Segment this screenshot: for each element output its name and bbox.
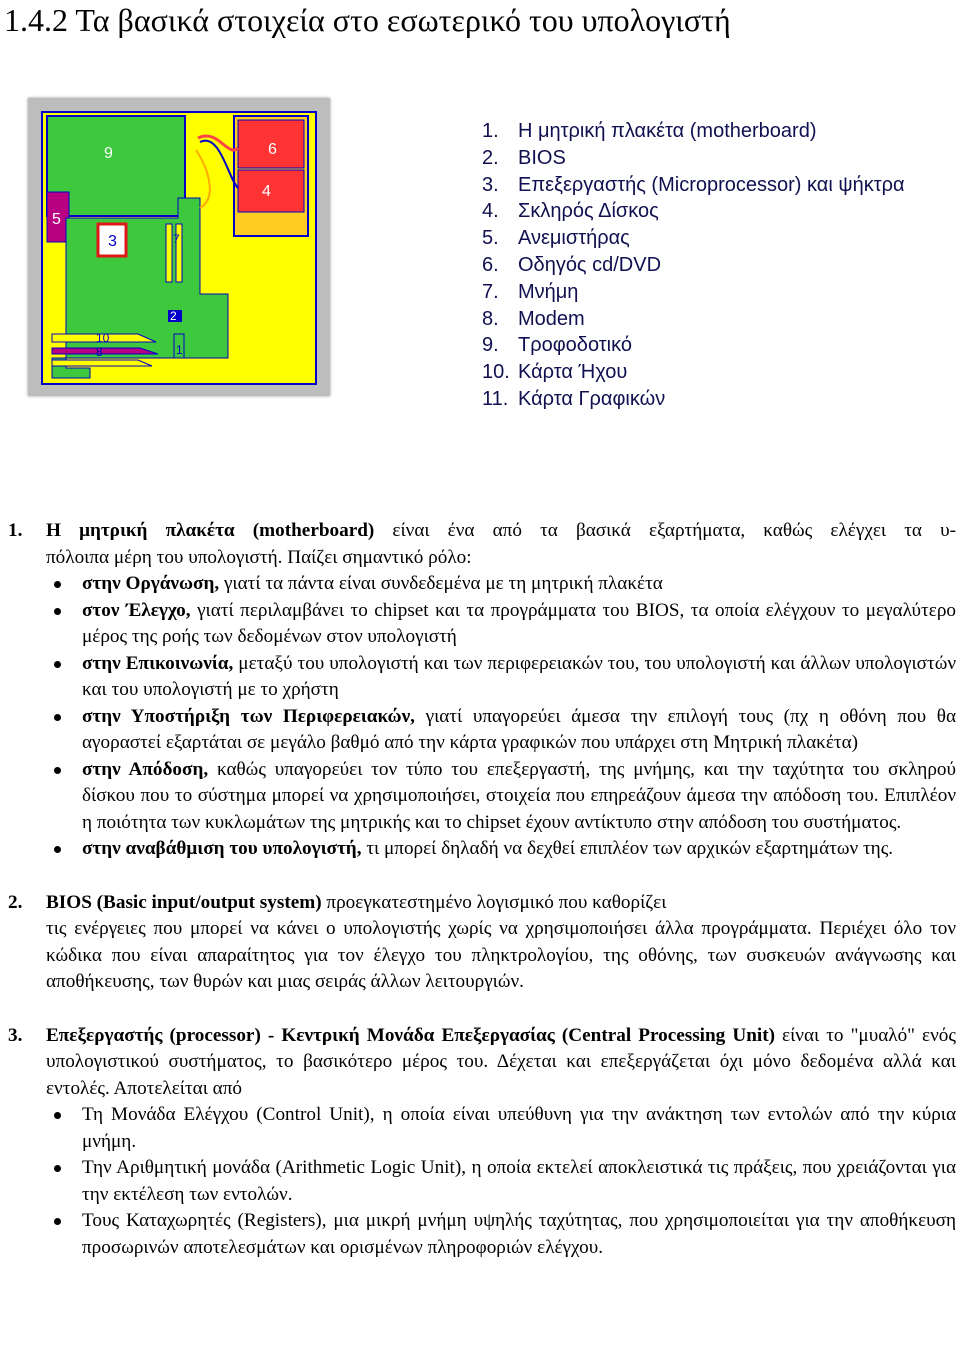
diagram-label: 2: [170, 309, 177, 323]
legend-text: BIOS: [518, 146, 566, 169]
diagram-label: 9: [104, 145, 113, 162]
legend-number: 1.: [482, 120, 499, 142]
diagram-label: 1: [176, 343, 183, 357]
legend-item: [482, 145, 905, 172]
paragraph-number: 2.: [8, 891, 23, 913]
processor-parts-list: [0, 1102, 960, 1261]
list-item-text: καθώς υπαγορεύει τον τύπο του επεξεργαστή, της μνήμης, και την ταχύτητα του σκληρού δίσκου που το σύστημα μπορεί να χρησιμοποιήσει, στοιχεία που επηρεάζουν άμεσα την απόδοση του. Επιπλέον η ποιότητα των κυκλωμάτων της μητρικής και το chipset έχουν αντίκτυπο στην απόδοση του συστήματος.: [82, 758, 956, 833]
legend-item: [482, 225, 905, 252]
paragraph-number: 1.: [8, 520, 23, 541]
diagram-label: 3: [108, 233, 117, 250]
legend-item: [482, 306, 905, 333]
text-run: προεγκατεστημένο λογισμικό που καθορίζει: [321, 891, 667, 913]
diagram-label: 7: [173, 232, 180, 246]
list-item-term: στην Υποστήριξη των Περιφερειακών,: [82, 705, 415, 727]
list-item: [0, 757, 960, 837]
legend-item: [482, 359, 905, 386]
text-run: είναι το "μυαλό" ενός υπολογιστικού συστήματος, το βασικότερο μέρος του. Δέχεται και επεξεργάζεται όχι μόνο δεδομένα αλλά και εντολές. Αποτελείται από: [46, 1024, 956, 1099]
paragraph-processor: [0, 1023, 960, 1262]
spacer: [0, 996, 960, 1023]
legend-text: Τροφοδοτικό: [518, 334, 633, 357]
paragraph-text: τις ενέργειες που μπορεί να κάνει ο υπολογιστής χωρίς να χρησιμοποιήσει άλλα προγράμματα. Περιέχει όλο τον κώδικα που είναι απαραίτητος για τον έλεγχο του πληκτρολογίου, της οθόνης, των συσκευών ανάγνωσης και αποθήκευσης, των θυρών και μιας σειράς άλλων λειτουργιών.: [46, 918, 956, 992]
legend-number: 9.: [482, 334, 499, 357]
paragraph-line: πόλοιπα μέρη του υπολογιστή. Παίζει σημαντικό ρόλο:: [46, 546, 472, 568]
list-item-term: στην Επικοινωνία,: [82, 652, 234, 674]
computer-interior-diagram: [28, 98, 330, 396]
legend-number: 2.: [482, 146, 499, 169]
legend-number: 5.: [482, 227, 499, 250]
list-item: [0, 598, 960, 651]
list-item-text: τι μπορεί δηλαδή να δεχθεί επιπλέον των αρχικών εξαρτημάτων της.: [361, 838, 894, 859]
legend-number: 8.: [482, 307, 499, 330]
component-legend: [482, 118, 905, 413]
list-item-text: γιατί υπαγορεύει άμεσα την επιλογή τους (πχ η οθόνη που θα αγοραστεί εξαρτάται σε μεγάλο βαθμό από την κάρτα γραφικών που υπάρχει στη Μητρική πλακέτα): [82, 705, 957, 753]
motherboard-role-list: [0, 571, 960, 863]
paragraph-number: 3.: [8, 1024, 23, 1046]
legend-text: Κάρτα Γραφικών: [518, 387, 666, 410]
legend-item: [482, 252, 905, 279]
diagram-label: 5: [52, 211, 61, 228]
legend-text: Σκληρός Δίσκος: [518, 200, 659, 223]
document-body: [0, 518, 960, 1261]
paragraph-text: [0, 1023, 960, 1103]
paragraph-bios: [0, 890, 960, 996]
diagram-label: 10: [96, 331, 110, 345]
legend-number: 3.: [482, 173, 499, 196]
list-item: [0, 836, 960, 863]
list-item-term: στην Οργάνωση,: [82, 573, 220, 594]
legend-text: Modem: [518, 307, 585, 330]
legend-item: [482, 386, 905, 413]
graphics-card-block: [52, 360, 152, 366]
legend-text: Κάρτα Ήχου: [518, 361, 628, 384]
list-item-text: μεταξύ του υπολογιστή και των περιφερειακών του, του υπολογιστή και άλλων υπολογιστών και του υπολογιστή με το χρήστη: [82, 652, 956, 700]
list-item: Τη Μονάδα Ελέγχου (Control Unit), η οποία είναι υπεύθυνη για την ανάκτηση των εντολών από την κύρια μνήμη.: [0, 1102, 960, 1155]
list-item-term: στον Έλεγχο,: [82, 599, 191, 621]
list-item: [0, 571, 960, 598]
legend-item: [482, 332, 905, 359]
diagram-label: 4: [262, 183, 271, 200]
diagram-label: 8: [96, 345, 103, 359]
legend-item: [482, 198, 905, 225]
paragraph-line: [0, 518, 960, 545]
list-item-text: γιατί περιλαμβάνει το chipset και τα προγράμματα του BIOS, τα οποία ελέγχουν το μεγαλύτερο μέρος της ροής των δεδομένων στον υπολογιστή: [82, 599, 956, 647]
list-item: [0, 651, 960, 704]
list-item-text: γιατί τα πάντα είναι συνδεδεμένα με τη μητρική πλακέτα: [219, 573, 663, 594]
legend-item: [482, 118, 905, 145]
term-bios: BIOS (Basic input/output system): [46, 891, 322, 913]
paragraph-line: [0, 890, 960, 917]
list-item: [0, 704, 960, 757]
diagram-svg: [28, 98, 330, 396]
paragraph-motherboard: [0, 518, 960, 863]
term-processor: Επεξεργαστής (processor) - Κεντρική Μονάδα Επεξεργασίας (Central Processing Unit): [46, 1024, 775, 1046]
diagram-label: 6: [268, 141, 277, 158]
legend-number: 7.: [482, 280, 499, 303]
legend-text: Μνήμη: [518, 280, 579, 303]
memory-slot: [166, 224, 172, 282]
legend-number: 10.: [482, 361, 510, 384]
list-item: Τους Καταχωρητές (Registers), μια μικρή μνήμη υψηλής ταχύτητας, που χρησιμοποιείται για την αποθήκευση προσωρινών αποτελεσμάτων και ορισμένων πληροφοριών ελέγχου.: [0, 1208, 960, 1261]
legend-text: Επεξεργαστής (Microprocessor) και ψήκτρα: [518, 173, 905, 196]
legend-item: [482, 279, 905, 306]
list-item-term: στην Απόδοση,: [82, 758, 209, 780]
text-run: είναι ένα από τα βασικά εξαρτήματα, καθώς ελέγχει τα υ-: [374, 520, 956, 541]
spacer: [0, 863, 960, 890]
modem-card-block: [52, 348, 158, 354]
legend-number: 11.: [482, 387, 509, 410]
legend-item: [482, 172, 905, 199]
hard-disk-block: [238, 170, 304, 212]
list-item-term: στην αναβάθμιση του υπολογιστή,: [82, 838, 362, 859]
term-motherboard: Η μητρική πλακέτα (motherboard): [46, 520, 375, 541]
section-heading: 1.4.2 Τα βασικά στοιχεία στο εσωτερικό του υπολογιστή: [4, 2, 731, 38]
legend-text: Οδηγός cd/DVD: [518, 253, 662, 276]
legend-number: 4.: [482, 200, 499, 223]
legend-text: Η μητρική πλακέτα (motherboard): [518, 120, 817, 142]
list-item: Την Αριθμητική μονάδα (Arithmetic Logic Unit), η οποία εκτελεί αποκλειστικά τις πράξεις, που χρειάζονται για την εκτέλεση των εντολών.: [0, 1155, 960, 1208]
legend-number: 6.: [482, 253, 499, 276]
legend-text: Ανεμιστήρας: [518, 227, 630, 250]
